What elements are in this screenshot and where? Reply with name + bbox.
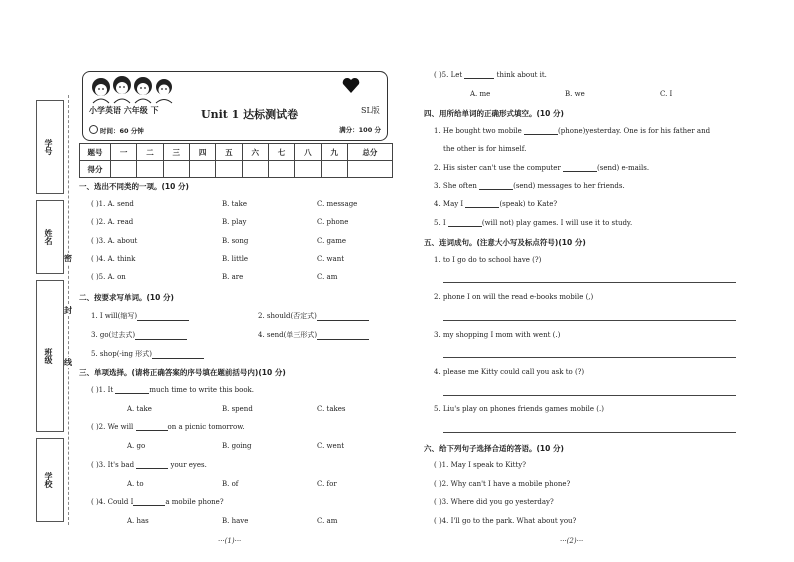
page-title: Unit 1 达标测试卷	[201, 108, 299, 121]
answer-blank[interactable]	[133, 505, 165, 506]
answer-blank[interactable]	[465, 207, 499, 208]
answer-blank[interactable]	[136, 468, 168, 469]
seal-char: 密	[64, 254, 72, 263]
answer-blank[interactable]	[135, 339, 187, 340]
section-6-title: 六、给下列句子选择合适的答语。(10 分)	[424, 444, 564, 453]
answer-blank[interactable]	[317, 339, 369, 340]
answer-line[interactable]	[443, 282, 736, 283]
binding-strip	[36, 100, 62, 520]
kids-illustration	[89, 74, 179, 104]
answer-blank[interactable]	[479, 189, 513, 190]
time-label: 时间：60 分钟	[89, 125, 144, 135]
answer-blank[interactable]	[137, 320, 189, 321]
answer-blank[interactable]	[115, 393, 149, 394]
answer-blank[interactable]	[448, 226, 482, 227]
page-number-left: ···(1)···	[218, 537, 242, 545]
answer-line[interactable]	[443, 320, 736, 321]
answer-line[interactable]	[443, 357, 736, 358]
table-row: 题号 一 二 三 四 五 六 七 八 九 总分	[80, 144, 393, 161]
section-4-title: 四、用所给单词的正确形式填空。(10 分)	[424, 109, 564, 118]
student-id-box: 学号	[36, 100, 64, 194]
answer-blank[interactable]	[152, 358, 204, 359]
school-box: 学校	[36, 438, 64, 522]
section-3-title: 三、单项选择。(请将正确答案的序号填在题前括号内)(10 分)	[79, 368, 286, 377]
table-row: 得分	[80, 161, 393, 178]
answer-line[interactable]	[443, 395, 736, 396]
answer-blank[interactable]	[563, 171, 597, 172]
answer-blank[interactable]	[136, 430, 168, 431]
answer-blank[interactable]	[464, 78, 494, 79]
seal-char: 封	[64, 306, 72, 315]
heart-icon	[341, 76, 361, 94]
score-label: 满分：100 分	[339, 126, 381, 134]
score-table	[79, 143, 393, 178]
version-label: SL版	[361, 106, 380, 115]
clock-icon	[89, 125, 98, 134]
page-number-right: ···(2)···	[560, 537, 584, 545]
section-5-title: 五、连词成句。(注意大小写及标点符号)(10 分)	[424, 238, 586, 247]
class-box: 班级	[36, 280, 64, 432]
answer-blank[interactable]	[524, 134, 558, 135]
seal-char: 线	[64, 358, 72, 367]
name-box: 姓名	[36, 200, 64, 274]
subject-label: 小学英语 六年级 下	[89, 106, 159, 115]
header-box	[82, 71, 388, 141]
section-2-title: 二、按要求写单词。(10 分)	[79, 293, 174, 302]
answer-line[interactable]	[443, 432, 736, 433]
section-1-title: 一、选出不同类的一项。(10 分)	[79, 182, 189, 191]
answer-blank[interactable]	[317, 320, 369, 321]
